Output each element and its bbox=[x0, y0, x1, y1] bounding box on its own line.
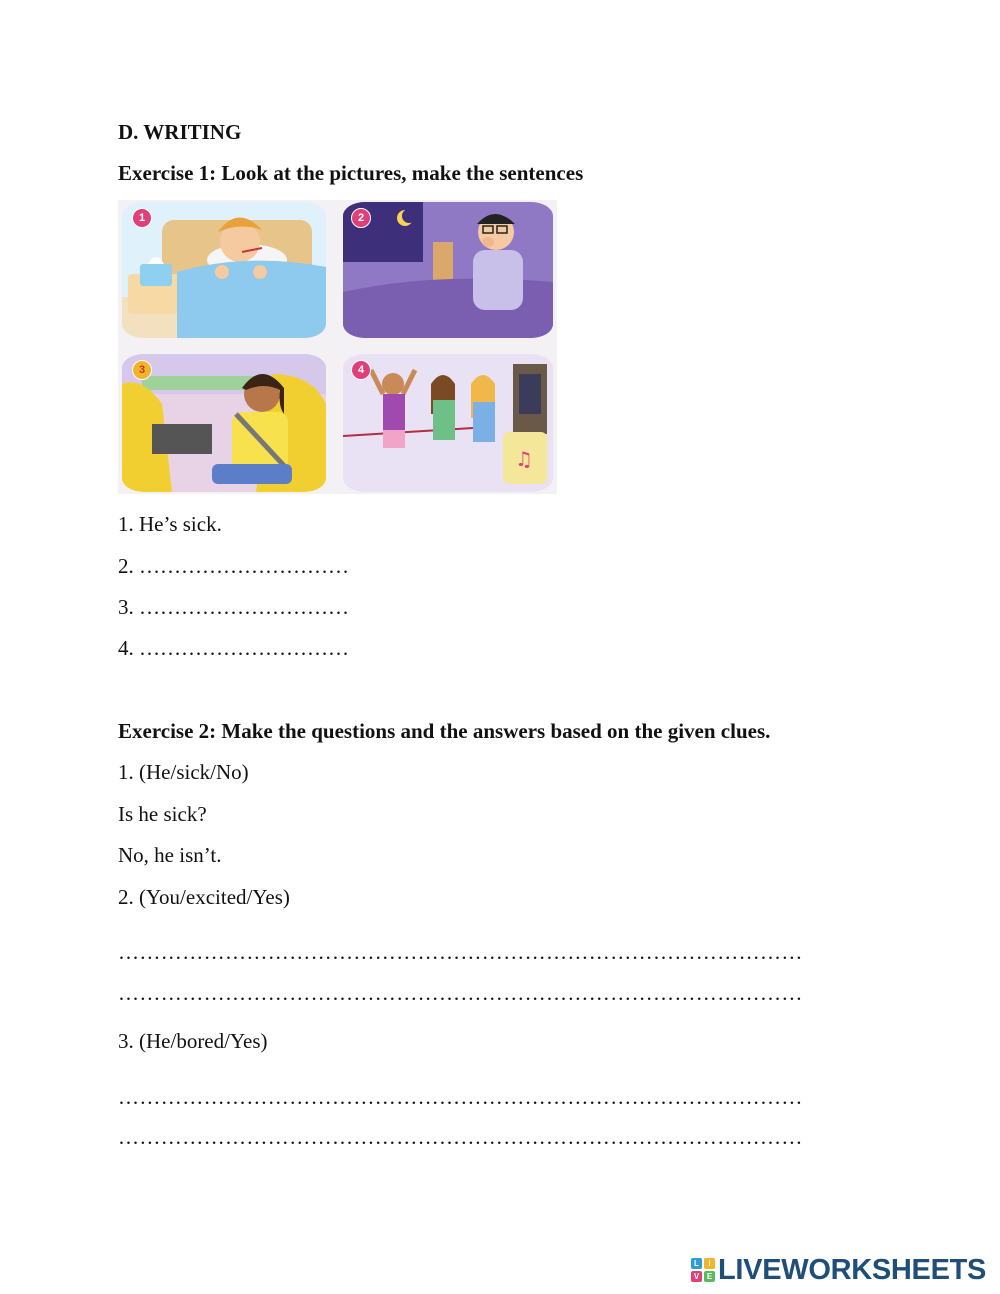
yawning-man-illustration bbox=[343, 202, 553, 338]
picture-number-badge: 2 bbox=[351, 208, 371, 228]
exercise1-item-3[interactable]: 3. ………………………… bbox=[118, 595, 349, 619]
exercise1-heading: Exercise 1: Look at the pictures, make the sentences bbox=[118, 161, 584, 185]
answer-line-answer-2[interactable]: …………………………………………………………………………………… bbox=[118, 981, 803, 1005]
svg-text:♫: ♫ bbox=[515, 447, 533, 471]
picture-number-badge: 3 bbox=[132, 360, 152, 380]
liveworksheets-logo-icon: L i V E bbox=[691, 1258, 715, 1282]
picture-number-badge: 4 bbox=[351, 360, 371, 380]
exercise2-example-answer: No, he isn’t. bbox=[118, 843, 222, 867]
section-title: D. WRITING bbox=[118, 120, 242, 144]
exercise1-item-4[interactable]: 4. ………………………… bbox=[118, 636, 349, 660]
picture-number-badge: 1 bbox=[132, 208, 152, 228]
exercise1-item-2[interactable]: 2. ………………………… bbox=[118, 554, 349, 578]
concert-girls-illustration bbox=[343, 354, 553, 492]
exercise2-example-question: Is he sick? bbox=[118, 802, 207, 826]
excited-girls-at-concert-picture bbox=[343, 354, 553, 492]
exercise2-clue-3: 3. (He/bored/Yes) bbox=[118, 1029, 268, 1053]
exercise1-item-1: 1. He’s sick. bbox=[118, 512, 222, 536]
answer-line-question-2[interactable]: …………………………………………………………………………………… bbox=[118, 940, 803, 964]
answer-line-answer-3[interactable]: …………………………………………………………………………………… bbox=[118, 1125, 803, 1149]
liveworksheets-brand-text: LIVEWORKSHEETS bbox=[718, 1253, 987, 1286]
sick-man-in-bed-picture bbox=[122, 202, 326, 338]
bored-girl-illustration bbox=[122, 354, 326, 492]
exercise2-heading: Exercise 2: Make the questions and the answers based on the given clues. bbox=[118, 719, 771, 743]
exercise2-example-clue: 1. (He/sick/No) bbox=[118, 760, 249, 784]
tired-man-yawning-picture bbox=[343, 202, 553, 338]
liveworksheets-logo bbox=[691, 1255, 986, 1285]
bored-girl-in-car-picture bbox=[122, 354, 326, 492]
exercise1-pictures bbox=[118, 200, 557, 494]
exercise2-clue-2: 2. (You/excited/Yes) bbox=[118, 885, 290, 909]
sick-man-illustration bbox=[122, 202, 326, 338]
answer-line-question-3[interactable]: …………………………………………………………………………………… bbox=[118, 1085, 803, 1109]
